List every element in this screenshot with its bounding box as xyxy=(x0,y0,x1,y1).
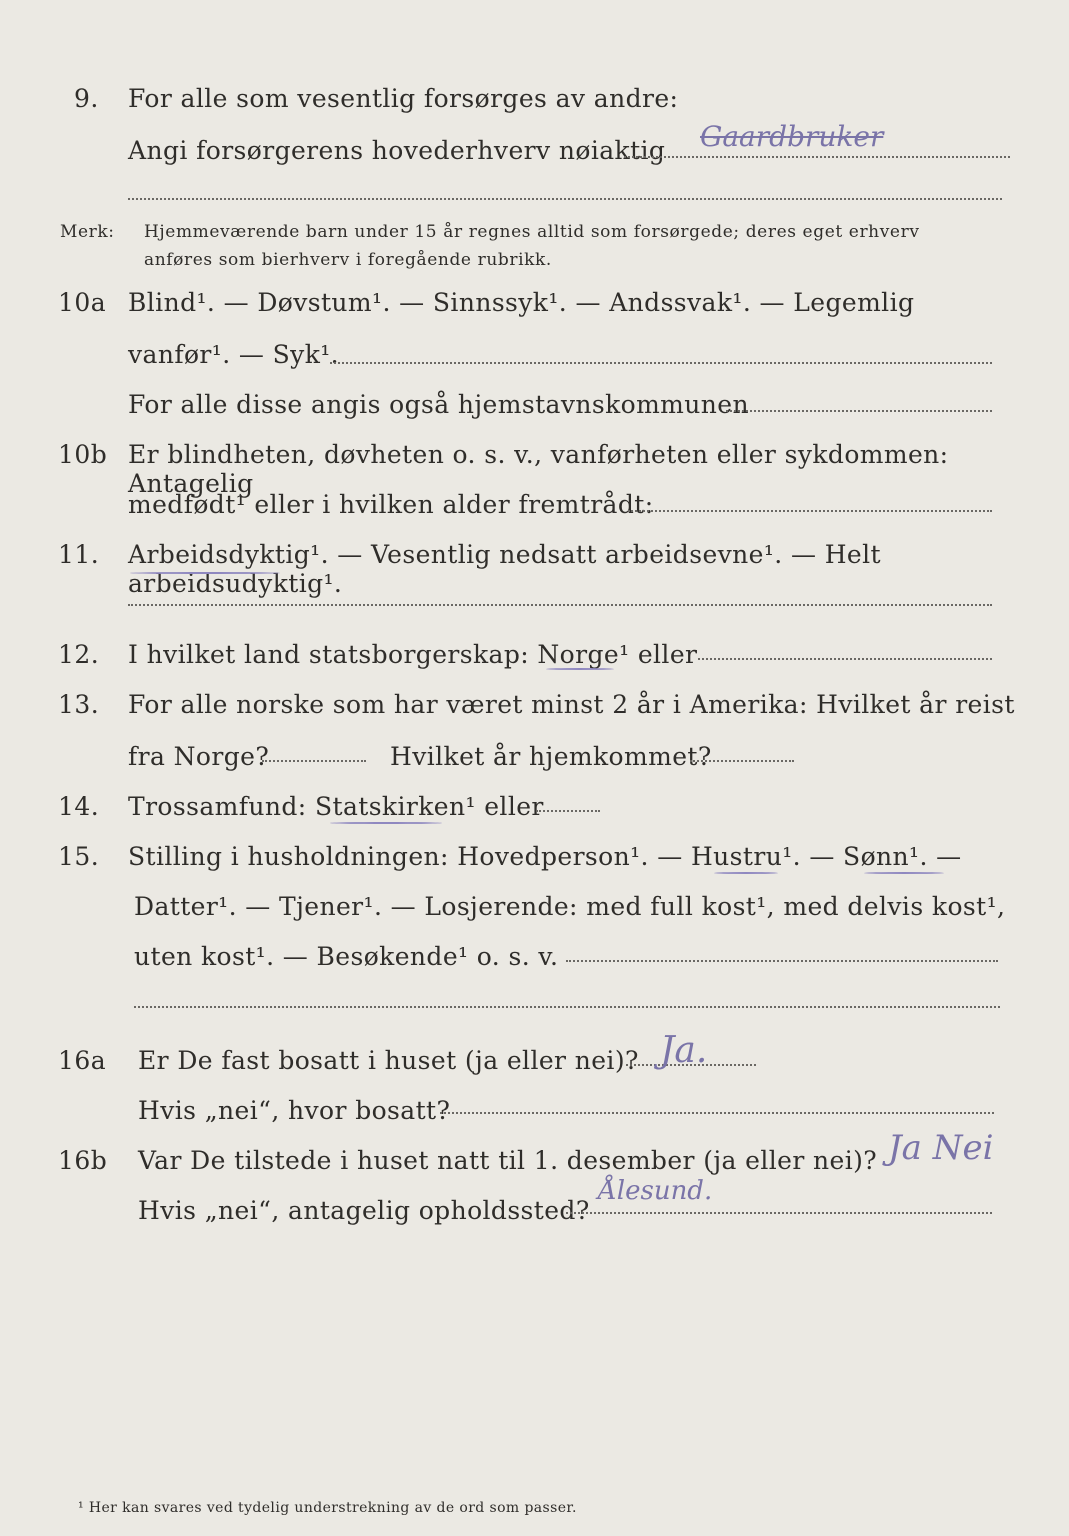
q15-line1: Stilling i husholdningen: Hovedperson¹. — Hustru¹. — Sønn¹. — xyxy=(128,842,962,871)
q14-underline xyxy=(330,822,442,824)
q11-number: 11. xyxy=(58,540,100,569)
q9-answer-line xyxy=(624,154,1010,158)
q16a-line1: Er De fast bosatt i huset (ja eller nei)? xyxy=(138,1046,639,1075)
q16b-answer-line xyxy=(566,1210,992,1214)
footnote: ¹ Her kan svares ved tydelig understrekning av de ord som passer. xyxy=(78,1500,577,1516)
q10b-answer-line xyxy=(628,508,992,512)
q15-line2: Datter¹. — Tjener¹. — Losjerende: med full kost¹, med delvis kost¹, xyxy=(134,892,1006,921)
q11-line1: Arbeidsdyktig¹. — Vesentlig nedsatt arbeidsevne¹. — Helt arbeidsudyktig¹. xyxy=(128,540,881,598)
q10a-line1: Blind¹. — Døvstum¹. — Sinnssyk¹. — Andssvak¹. — Legemlig xyxy=(128,288,915,317)
q9-line1: For alle som vesentlig forsørges av andre: xyxy=(128,84,679,113)
merk-label: Merk: xyxy=(60,222,115,242)
q10a-kommune-line xyxy=(726,408,992,412)
q16b-number: 16b xyxy=(58,1146,108,1175)
q16b-line2: Hvis „nei“, antagelig opholdssted? xyxy=(138,1196,590,1225)
q15-answer-line xyxy=(566,958,998,962)
q9-line2: Angi forsørgerens hovederhverv nøiaktig xyxy=(128,136,666,165)
q12-underline xyxy=(546,668,614,670)
q16a-number: 16a xyxy=(58,1046,107,1075)
q16b-line1: Var De tilstede i huset natt til 1. desember (ja eller nei)? xyxy=(138,1146,878,1175)
q12-answer-line xyxy=(698,656,992,660)
q11-extra-line xyxy=(128,602,992,606)
q12-line1: I hvilket land statsborgerskap: Norge¹ eller xyxy=(128,640,698,669)
q13-number: 13. xyxy=(58,690,100,719)
q13-line2a: fra Norge? xyxy=(128,742,270,771)
q16a-bosatt-line xyxy=(440,1110,994,1114)
q16b-answer1: Ja Nei xyxy=(888,1128,994,1168)
q10b-number: 10b xyxy=(58,440,108,469)
q13-line1: For alle norske som har været minst 2 år i Amerika: Hvilket år reist xyxy=(128,690,1015,719)
q14-line1: Trossamfund: Statskirken¹ eller xyxy=(128,792,544,821)
q10b-line2: medfødt¹ eller i hvilken alder fremtrådt: xyxy=(128,490,654,519)
q10a-answer-line xyxy=(330,360,992,364)
q12-number: 12. xyxy=(58,640,100,669)
q16b-answer2: Ålesund. xyxy=(598,1176,713,1206)
merk-line1: Hjemmeværende barn under 15 år regnes alltid som forsørgede; deres eget erhverv xyxy=(144,222,920,242)
q16a-line2: Hvis „nei“, hvor bosatt? xyxy=(138,1096,451,1125)
q15-number: 15. xyxy=(58,842,100,871)
q10a-line3: For alle disse angis også hjemstavnskommunen xyxy=(128,390,749,419)
q13-hjem-line xyxy=(690,758,794,762)
q14-answer-line xyxy=(536,808,600,812)
q14-number: 14. xyxy=(58,792,100,821)
q16a-answer: Ja. xyxy=(660,1030,708,1071)
merk-line2: anføres som bierhverv i foregående rubrikk. xyxy=(144,250,552,270)
q11-underline xyxy=(130,572,280,574)
q9-extra-line xyxy=(128,196,1002,200)
q10b-line1: Er blindheten, døvheten o. s. v., vanførheten eller sykdommen: Antagelig xyxy=(128,440,949,498)
q10a-line2: vanfør¹. — Syk¹. xyxy=(128,340,340,369)
q9-number: 9. xyxy=(74,84,99,113)
q15-sonn-underline xyxy=(864,872,944,874)
q13-line2b: Hvilket år hjemkommet? xyxy=(390,742,712,771)
q15-hustru-underline xyxy=(714,872,778,874)
q13-reist-line xyxy=(262,758,366,762)
q10a-number: 10a xyxy=(58,288,107,317)
q15-line3: uten kost¹. — Besøkende¹ o. s. v. xyxy=(134,942,559,971)
q9-answer: Gaardbruker xyxy=(700,120,884,153)
q15-extra-line xyxy=(134,1004,1000,1008)
